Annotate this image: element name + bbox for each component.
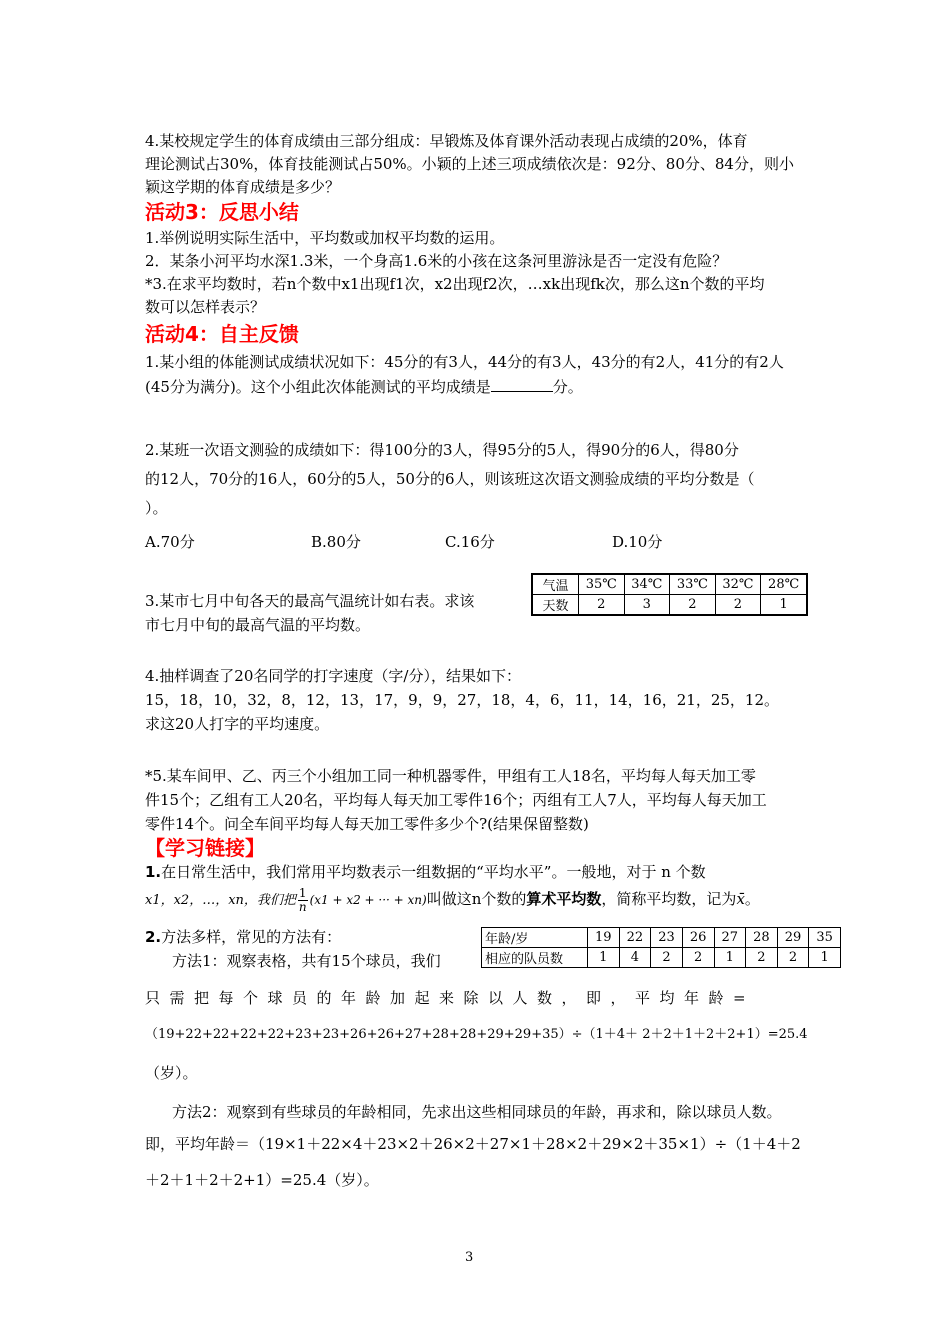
activity3-heading: 活动3：反思小结 bbox=[145, 200, 299, 224]
fraction bbox=[298, 887, 308, 914]
age-cell: 29 bbox=[777, 928, 809, 948]
temp-cell: 33℃ bbox=[670, 574, 716, 595]
option-c: C.16分 bbox=[445, 533, 495, 551]
a3-line4: 数可以怎样表示？ bbox=[145, 298, 266, 316]
temp-cell: 28℃ bbox=[761, 574, 807, 595]
p1-text-b: 叫做这n个数的 bbox=[426, 890, 527, 908]
age-cell: 35 bbox=[809, 928, 841, 948]
a4-q5-line3: 零件14个。问全车间平均每人每天加工零件多少个?(结果保留整数) bbox=[145, 815, 589, 833]
links-p2-line1 bbox=[145, 927, 341, 947]
days-cell: 3 bbox=[624, 595, 670, 616]
links-heading: 【学习链接】 bbox=[145, 836, 265, 860]
count-row-label: 相应的队员数 bbox=[482, 948, 588, 968]
a4-q1-line1: 1.某小组的体能测试成绩状况如下：45分的有3人，44分的有3人，43分的有2人，41分的有2人 bbox=[145, 353, 784, 371]
count-cell: 1 bbox=[809, 948, 841, 968]
temp-cell: 35℃ bbox=[579, 574, 625, 595]
method1-line2 bbox=[145, 988, 805, 1008]
method1-line3: （19+22+22+22+22+23+23+26+26+27+28+28+29+29+35）÷（1＋4＋ 2＋2＋1＋2＋2+1）=25.4 bbox=[145, 1027, 808, 1042]
p1-end: 。 bbox=[744, 890, 760, 908]
count-cell: 2 bbox=[777, 948, 809, 968]
q4-line1: 4.某校规定学生的体育成绩由三部分组成：早锻炼及体育课外活动表现占成绩的20%，体育 bbox=[145, 132, 748, 150]
temp-cell: 34℃ bbox=[624, 574, 670, 595]
activity4-heading: 活动4：自主反馈 bbox=[145, 322, 299, 346]
a4-q2-line2: 的12人，70分的16人，60分的5人，50分的6人，则该班这次语文测验成绩的平均分数是（ bbox=[145, 470, 755, 488]
age-row-label: 年龄/岁 bbox=[482, 928, 588, 948]
age-cell: 26 bbox=[682, 928, 714, 948]
q1-text: (45分为满分)。这个小组此次体能测试的平均成绩是 bbox=[145, 378, 491, 396]
count-cell: 2 bbox=[682, 948, 714, 968]
method1-line4: （岁）。 bbox=[145, 1064, 198, 1082]
age-cell: 23 bbox=[651, 928, 683, 948]
a3-line2: 2．某条小河平均水深1.3米，一个身高1.6米的小孩在这条河里游泳是否一定没有危险？ bbox=[145, 252, 728, 270]
age-cell: 28 bbox=[746, 928, 778, 948]
a4-q2-line1: 2.某班一次语文测验的成绩如下：得100分的3人，得95分的5人，得90分的6人，得80分 bbox=[145, 441, 739, 459]
days-cell: 2 bbox=[670, 595, 716, 616]
p1-number: 1. bbox=[145, 863, 162, 881]
q4-line3: 颖这学期的体育成绩是多少？ bbox=[145, 178, 341, 196]
arithmetic-mean-term: 算术平均数 bbox=[526, 890, 602, 908]
a3-line3: *3.在求平均数时，若n个数中x1出现f1次，x2出现f2次，…xk出现fk次，那么这n个数的平均 bbox=[145, 275, 765, 293]
method2-line3: ＋2＋1＋2＋2+1）=25.4（岁）。 bbox=[145, 1171, 379, 1189]
p1-vars: x1，x2，…，xn，我们把 bbox=[145, 893, 296, 908]
q4-line2: 理论测试占30%，体育技能测试占50%。小颖的上述三项成绩依次是：92分、80分、84分，则小 bbox=[145, 155, 794, 173]
q1-unit: 分。 bbox=[552, 378, 583, 396]
a4-q1-line2 bbox=[145, 377, 583, 397]
age-cell: 27 bbox=[714, 928, 746, 948]
a3-line1: 1.举例说明实际生活中，平均数或加权平均数的运用。 bbox=[145, 229, 505, 247]
method1-line2-text: 只需把每个球员的年龄加起来除以人数，即，平均年龄= bbox=[145, 989, 756, 1007]
temp-row-label: 气温 bbox=[532, 574, 579, 595]
p1-text-c: ，简称平均数，记为 bbox=[601, 890, 737, 908]
method2-line1: 方法2：观察到有些球员的年龄相同，先求出这些相同球员的年龄，再求和，除以球员人数。 bbox=[172, 1103, 782, 1121]
age-table bbox=[481, 927, 841, 968]
days-cell: 2 bbox=[715, 595, 761, 616]
fraction-denominator: n bbox=[298, 899, 307, 914]
option-a: A.70分 bbox=[145, 533, 195, 551]
method2-line2: 即，平均年龄＝（19×1＋22×4＋23×2＋26×2＋27×1＋28×2＋29×2＋35×1）÷（1＋4＋2 bbox=[145, 1135, 801, 1153]
p1-text: 在日常生活中，我们常用平均数表示一组数据的“平均水平”。一般地，对于 n 个数 bbox=[161, 863, 706, 881]
sum-expression: (x1 + x2 + ··· + xn) bbox=[309, 893, 427, 907]
age-cell: 19 bbox=[588, 928, 620, 948]
option-b: B.80分 bbox=[311, 533, 361, 551]
method1-line1: 方法1：观察表格，共有15个球员，我们 bbox=[172, 952, 441, 970]
a4-q4-line3: 求这20人打字的平均速度。 bbox=[145, 715, 330, 733]
a4-q5-line1: *5.某车间甲、乙、丙三个小组加工同一种机器零件，甲组有工人18名，平均每人每天加工零 bbox=[145, 767, 756, 785]
age-cell: 22 bbox=[619, 928, 651, 948]
answer-blank bbox=[491, 377, 553, 392]
option-d: D.10分 bbox=[612, 533, 663, 551]
a4-q3-line2: 市七月中旬的最高气温的平均数。 bbox=[145, 616, 371, 634]
a4-q5-line2: 件15个；乙组有工人20名，平均每人每天加工零件16个；丙组有工人7人，平均每人每天加工 bbox=[145, 791, 767, 809]
x-bar: x̄ bbox=[736, 890, 745, 908]
a4-q2-line3: ）。 bbox=[145, 499, 168, 517]
days-cell: 1 bbox=[761, 595, 807, 616]
a4-q3-line1: 3.某市七月中旬各天的最高气温统计如右表。求该 bbox=[145, 592, 475, 610]
count-cell: 2 bbox=[746, 948, 778, 968]
p2-text: 方法多样，常见的方法有： bbox=[161, 928, 342, 946]
count-cell: 4 bbox=[619, 948, 651, 968]
days-cell: 2 bbox=[579, 595, 625, 616]
links-p1-line2 bbox=[145, 884, 760, 916]
days-row-label: 天数 bbox=[532, 595, 579, 616]
count-cell: 1 bbox=[588, 948, 620, 968]
count-cell: 1 bbox=[714, 948, 746, 968]
fraction-numerator: 1 bbox=[298, 885, 307, 900]
p2-number: 2. bbox=[145, 928, 162, 946]
a4-q4-line2: 15，18，10，32，8，12，13，17，9，9，27，18，4，6，11，14，16，21，25，12。 bbox=[145, 691, 780, 709]
page-number: 3 bbox=[465, 1250, 474, 1265]
temp-cell: 32℃ bbox=[715, 574, 761, 595]
a4-q4-line1: 4.抽样调查了20名同学的打字速度（字/分），结果如下： bbox=[145, 667, 521, 685]
temperature-table bbox=[531, 573, 808, 616]
count-cell: 2 bbox=[651, 948, 683, 968]
links-p1-line1 bbox=[145, 862, 706, 882]
